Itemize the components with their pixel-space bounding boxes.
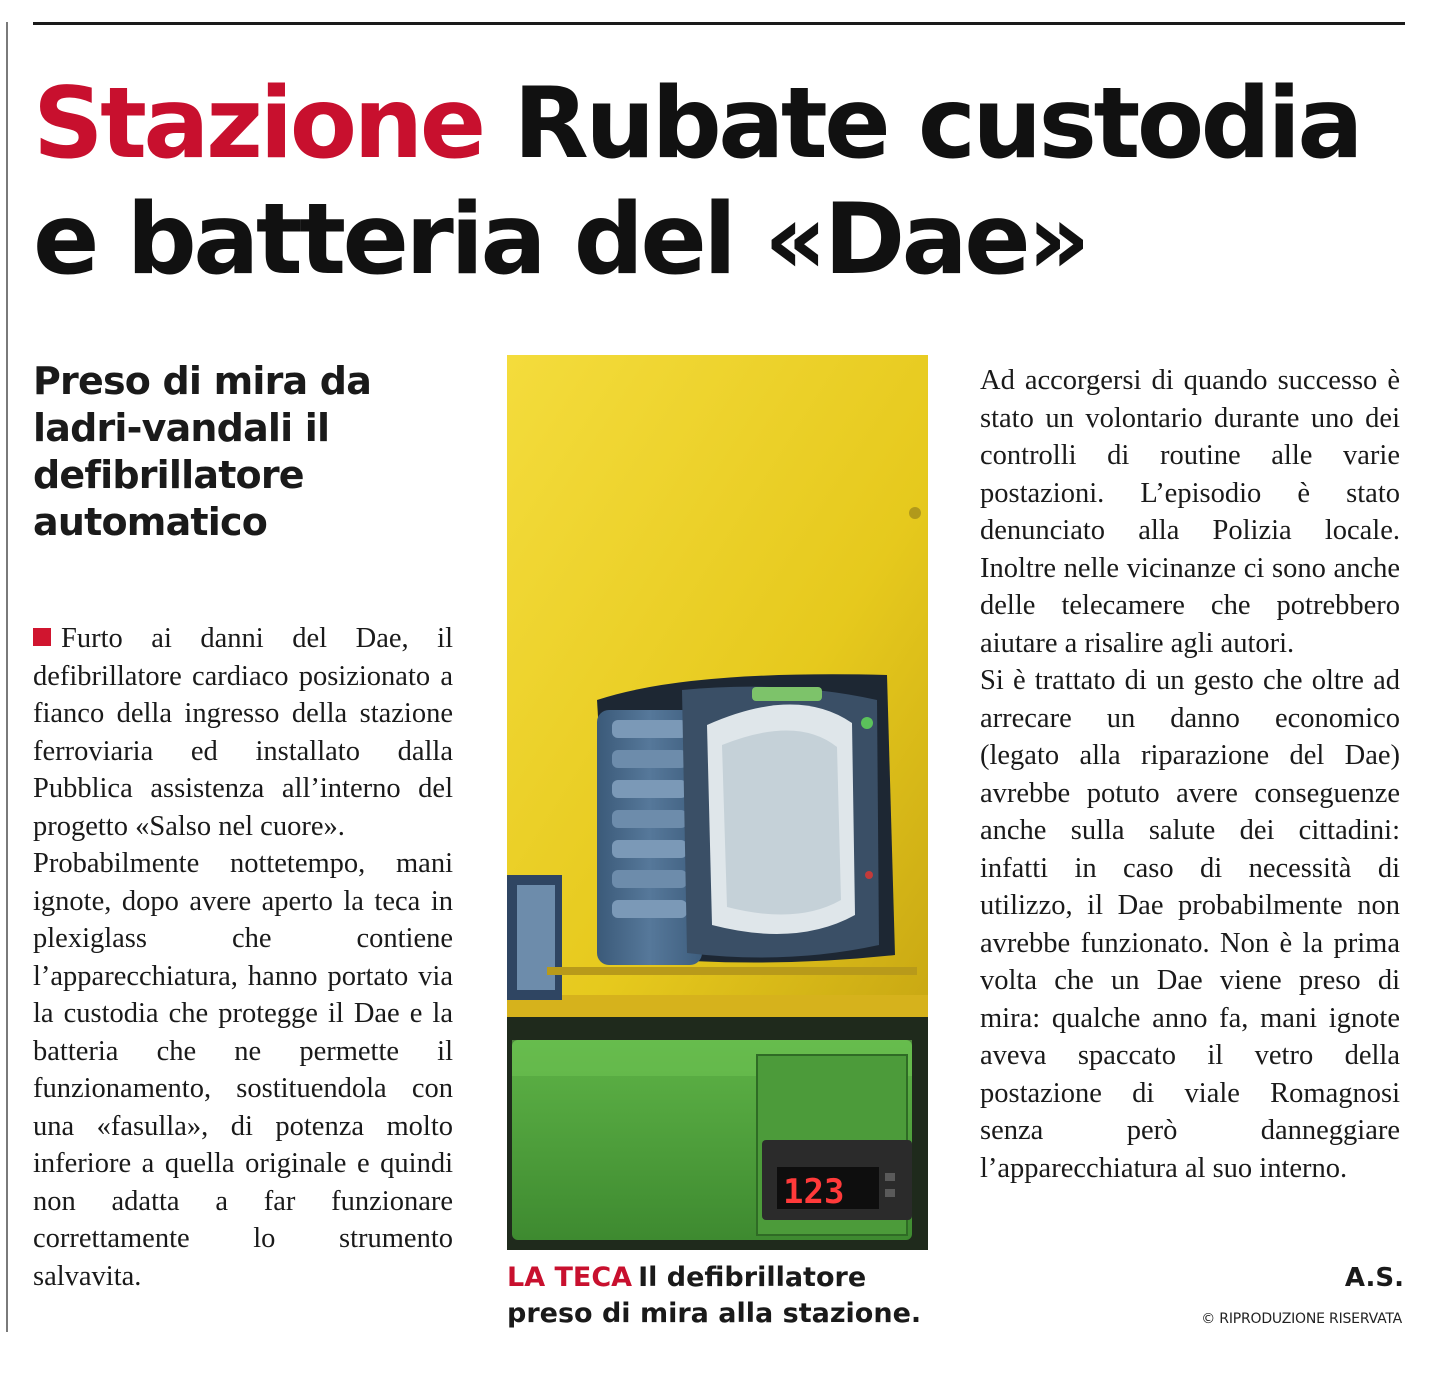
- article-column-right: [980, 362, 1400, 1187]
- headline-kicker: Stazione: [33, 67, 483, 181]
- thermostat-display: 123: [783, 1172, 845, 1212]
- paragraph: Si è trattato di un gesto che oltre ad arrecare un danno economico (legato alla riparazione del Dae) avrebbe potuto avere conseguenze anche sulla salute dei cittadini: infatti in caso di necessità di utilizzo, il Dae probabilmente non avrebbe funzionato. Non è la prima volta che un Dae viene preso di mira: qualche anno fa, mani ignote aveva spaccato il vetro della postazione di viale Romagnosi senza però danneggiare l’apparecchiatura al suo interno.: [980, 665, 1400, 1184]
- caption-label: LA TECA: [507, 1262, 633, 1293]
- headline: [33, 66, 1413, 298]
- article-photo: [507, 355, 928, 1250]
- page-border-left: [6, 22, 8, 1332]
- copyright-notice: © RIPRODUZIONE RISERVATA: [1201, 1311, 1402, 1327]
- caption-text: Il defibrillatore preso di mira alla stazione.: [507, 1262, 922, 1329]
- headline-line-2: e batteria del «Dae»: [33, 183, 1088, 297]
- headline-line-1: Rubate custodia: [513, 67, 1361, 181]
- article-column-left: [33, 620, 453, 1295]
- bullet-square-icon: [33, 628, 51, 646]
- paragraph: Probabilmente nottetempo, mani ignote, dopo avere aperto la teca in plexiglass che contiene l’apparecchiatura, hanno portato via la custodia che protegge il Dae e la batteria che ne permette il funzionamento, sostituendola con una «fasulla», di potenza molto inferiore a quella originale e quindi non adatta a far funzionare correttamente lo strumento salvavita.: [33, 848, 453, 1292]
- byline: A.S.: [1344, 1263, 1404, 1293]
- paragraph-text: Furto ai danni del Dae, il defibrillatore cardiaco posizionato a fianco della ingresso della stazione ferroviaria ed installato dalla Pubblica assistenza all’interno del progetto «Salso nel cuore».: [33, 623, 453, 842]
- section-top-rule: [33, 22, 1405, 25]
- paragraph: [33, 620, 453, 845]
- subheadline: Preso di mira da ladri-vandali il defibrillatore automatico: [33, 359, 372, 544]
- photo-caption: [507, 1260, 937, 1332]
- paragraph: Ad accorgersi di quando successo è stato un volontario durante uno dei controlli di routine alle varie postazioni. L’episodio è stato denunciato alla Polizia locale. Inoltre nelle vicinanze ci sono anche delle telecamere che potrebbero aiutare a risalire agli autori.: [980, 365, 1400, 659]
